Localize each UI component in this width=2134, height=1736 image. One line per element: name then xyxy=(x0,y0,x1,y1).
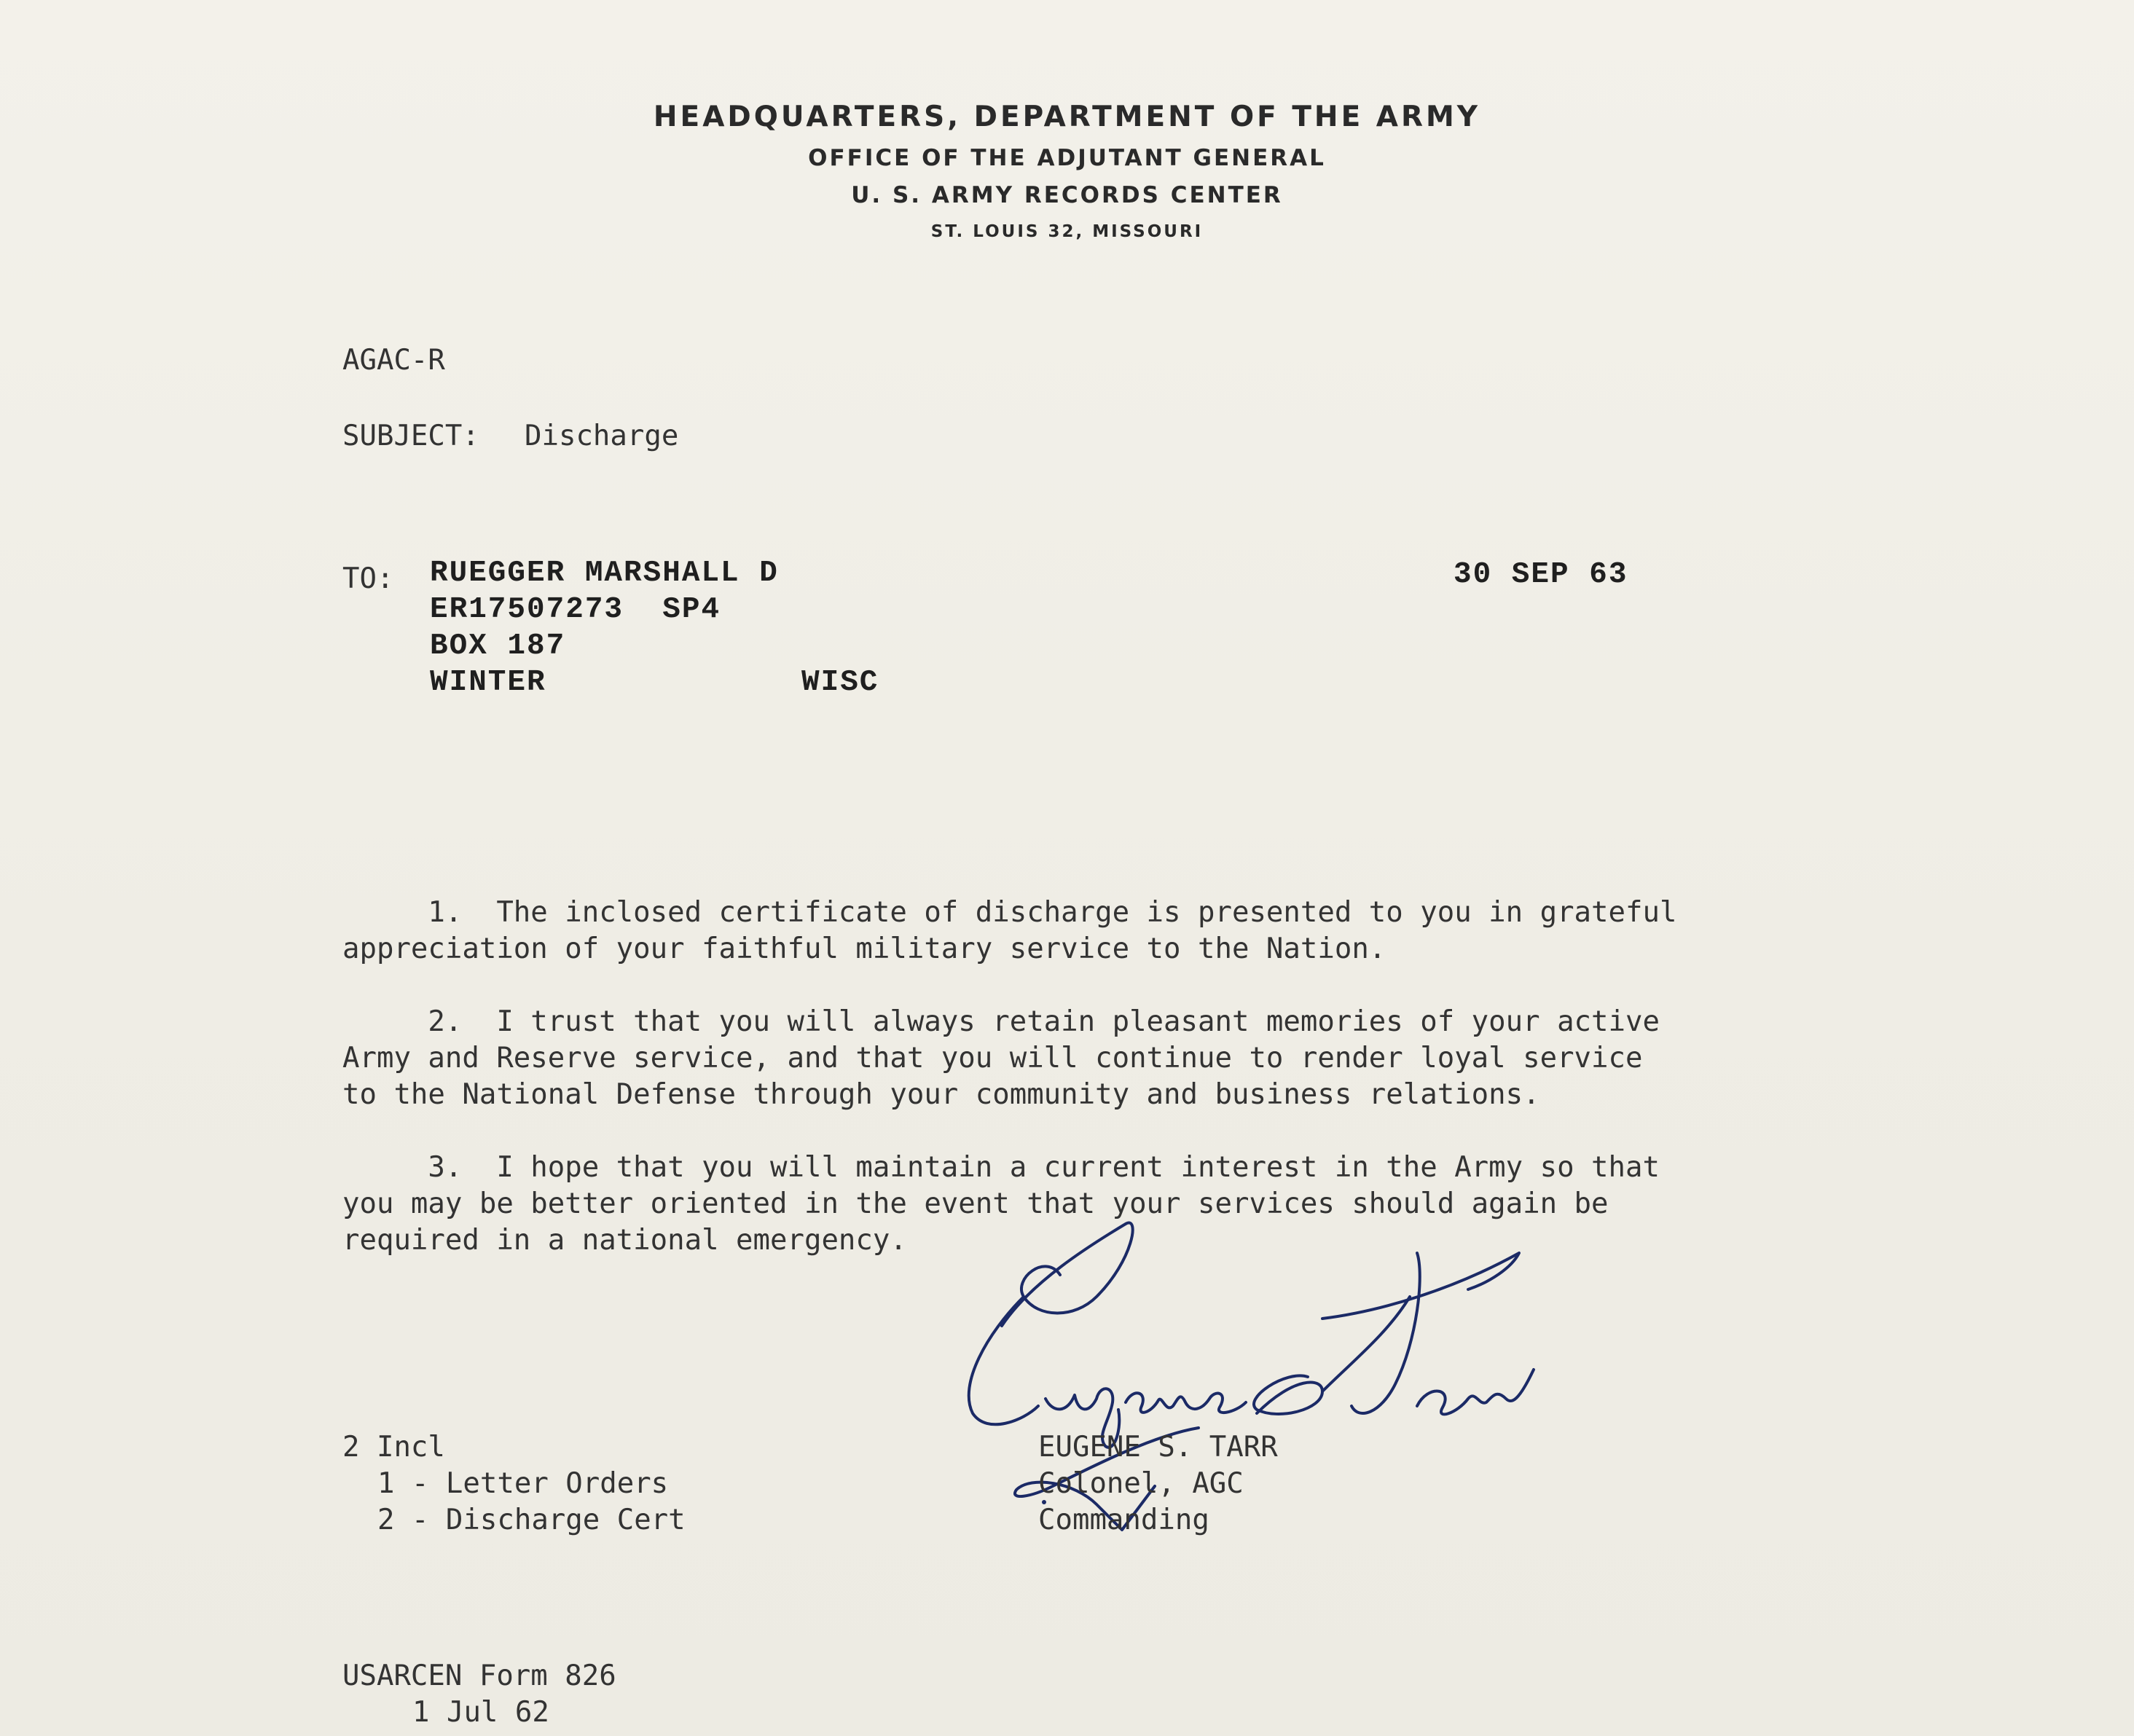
letterhead-office: OFFICE OF THE ADJUTANT GENERAL xyxy=(808,145,1326,171)
recipient-city: WINTER xyxy=(430,666,546,699)
form-date: 1 Jul 62 xyxy=(412,1696,549,1729)
paragraph-3-line-2: you may be better oriented in the event that your services should again be xyxy=(342,1187,1609,1220)
letterhead-title: HEADQUARTERS, DEPARTMENT OF THE ARMY xyxy=(653,101,1481,133)
paragraph-2-line-1: 2. I trust that you will always retain pleasant memories of your active xyxy=(342,1005,1660,1038)
subject-value: Discharge xyxy=(525,420,679,452)
inclosure-item-2: 2 - Discharge Cert xyxy=(377,1504,686,1536)
office-symbol: AGAC-R xyxy=(342,344,445,377)
letterhead-center: U. S. ARMY RECORDS CENTER xyxy=(851,182,1283,208)
inclosure-heading: 2 Incl xyxy=(342,1431,445,1464)
signer-title: Colonel, AGC xyxy=(1038,1467,1244,1500)
paragraph-2-line-3: to the National Defense through your community and business relations. xyxy=(342,1078,1540,1111)
paragraph-1-line-2: appreciation of your faithful military service to the Nation. xyxy=(342,932,1386,965)
paragraph-1-line-1: 1. The inclosed certificate of discharge is presented to you in grateful xyxy=(342,896,1677,929)
signer-name: EUGENE S. TARR xyxy=(1038,1431,1278,1464)
recipient-service-number: ER17507273 SP4 xyxy=(430,593,721,627)
inclosure-item-1: 1 - Letter Orders xyxy=(377,1467,669,1500)
recipient-name: RUEGGER MARSHALL D xyxy=(430,557,779,590)
form-number: USARCEN Form 826 xyxy=(342,1660,616,1692)
recipient-box: BOX 187 xyxy=(430,629,566,663)
signer-position: Commanding xyxy=(1038,1504,1209,1536)
paragraph-3-line-1: 3. I hope that you will maintain a current interest in the Army so that xyxy=(342,1151,1660,1184)
letter-date: 30 SEP 63 xyxy=(1454,558,1628,592)
recipient-state: WISC xyxy=(801,666,879,699)
letterhead-location: ST. LOUIS 32, MISSOURI xyxy=(930,222,1204,241)
paragraph-3-line-3: required in a national emergency. xyxy=(342,1224,907,1257)
handwritten-signature xyxy=(914,1195,1570,1559)
paragraph-2-line-2: Army and Reserve service, and that you will continue to render loyal service xyxy=(342,1042,1643,1075)
subject-label: SUBJECT: xyxy=(342,420,479,452)
to-label: TO: xyxy=(342,562,394,595)
